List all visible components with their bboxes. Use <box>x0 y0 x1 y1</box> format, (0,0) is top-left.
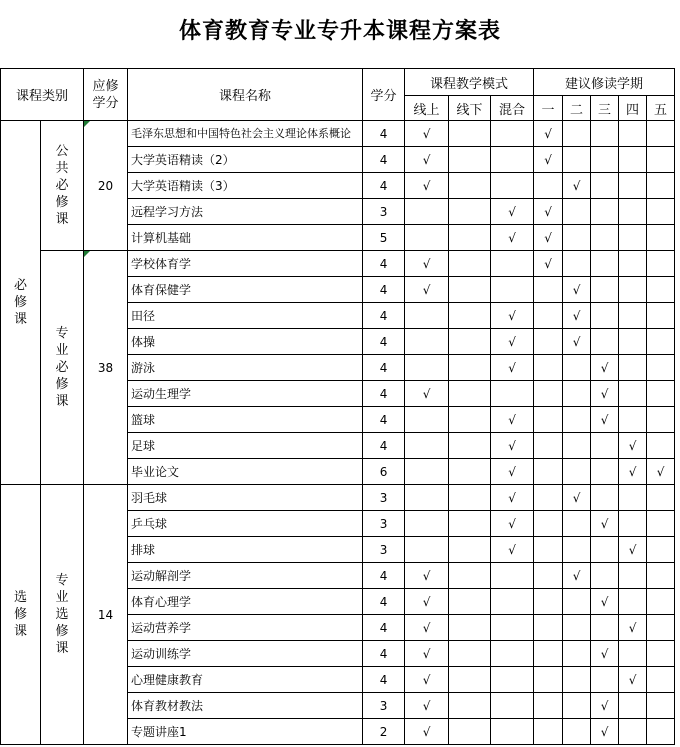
course-plan-table <box>0 68 675 745</box>
term-cell <box>647 433 675 459</box>
term-cell <box>534 563 563 589</box>
course-credits: 5 <box>363 225 405 251</box>
term-cell <box>563 641 591 667</box>
term-cell <box>619 121 647 147</box>
course-credits: 4 <box>363 563 405 589</box>
course-name: 毛泽东思想和中国特色社会主义理论体系概论 <box>128 121 363 147</box>
term-check-mark: √ <box>591 719 619 745</box>
mode-check-mark: √ <box>405 251 449 277</box>
term-check-mark: √ <box>563 173 591 199</box>
term-check-mark: √ <box>534 147 563 173</box>
course-credits: 4 <box>363 407 405 433</box>
term-cell <box>647 173 675 199</box>
course-name: 乒乓球 <box>128 511 363 537</box>
mode-cell <box>449 225 491 251</box>
course-name: 运动营养学 <box>128 615 363 641</box>
header-required-credits: 应修学分 <box>84 69 128 121</box>
mode-cell <box>449 199 491 225</box>
term-cell <box>619 589 647 615</box>
term-cell <box>534 719 563 745</box>
major-elective-credits: 14 <box>84 485 128 745</box>
term-check-mark: √ <box>591 381 619 407</box>
mode-check-mark: √ <box>491 407 534 433</box>
term-cell <box>619 407 647 433</box>
course-name: 排球 <box>128 537 363 563</box>
course-name: 羽毛球 <box>128 485 363 511</box>
mode-check-mark: √ <box>405 563 449 589</box>
course-name: 大学英语精读（2） <box>128 147 363 173</box>
term-cell <box>619 719 647 745</box>
term-cell <box>647 225 675 251</box>
term-check-mark: √ <box>534 199 563 225</box>
term-check-mark: √ <box>591 511 619 537</box>
header-mode-offline: 线下 <box>449 96 491 121</box>
header-term-1: 一 <box>534 96 563 121</box>
course-credits: 3 <box>363 693 405 719</box>
header-mode-online: 线上 <box>405 96 449 121</box>
term-cell <box>647 355 675 381</box>
header-course-name: 课程名称 <box>128 69 363 121</box>
course-credits: 4 <box>363 381 405 407</box>
term-cell <box>534 589 563 615</box>
mode-cell <box>449 485 491 511</box>
table-row <box>1 251 675 277</box>
term-check-mark: √ <box>591 589 619 615</box>
header-mode-group: 课程教学模式 <box>405 69 534 96</box>
mode-cell <box>491 615 534 641</box>
term-cell <box>619 277 647 303</box>
category-required: 必修课 <box>1 121 41 485</box>
mode-check-mark: √ <box>491 511 534 537</box>
mode-cell <box>405 459 449 485</box>
term-cell <box>647 511 675 537</box>
term-cell <box>591 563 619 589</box>
term-cell <box>534 329 563 355</box>
mode-cell <box>449 173 491 199</box>
term-cell <box>563 459 591 485</box>
term-cell <box>534 511 563 537</box>
mode-cell <box>449 537 491 563</box>
mode-cell <box>449 589 491 615</box>
mode-cell <box>449 563 491 589</box>
course-credits: 6 <box>363 459 405 485</box>
mode-cell <box>491 277 534 303</box>
mode-cell <box>449 719 491 745</box>
term-cell <box>591 615 619 641</box>
term-cell <box>619 485 647 511</box>
term-cell <box>619 563 647 589</box>
course-credits: 4 <box>363 121 405 147</box>
term-cell <box>619 251 647 277</box>
header-credits: 学分 <box>363 69 405 121</box>
course-credits: 4 <box>363 329 405 355</box>
mode-cell <box>491 147 534 173</box>
course-credits: 4 <box>363 355 405 381</box>
term-cell <box>563 225 591 251</box>
course-credits: 4 <box>363 147 405 173</box>
course-name: 运动生理学 <box>128 381 363 407</box>
course-name: 大学英语精读（3） <box>128 173 363 199</box>
major-required-credits: 38 <box>84 251 128 485</box>
mode-check-mark: √ <box>405 147 449 173</box>
term-cell <box>534 693 563 719</box>
term-cell <box>563 537 591 563</box>
mode-cell <box>491 641 534 667</box>
mode-cell <box>449 147 491 173</box>
term-cell <box>619 147 647 173</box>
mode-check-mark: √ <box>491 537 534 563</box>
term-cell <box>563 121 591 147</box>
term-check-mark: √ <box>619 537 647 563</box>
term-cell <box>647 381 675 407</box>
term-cell <box>619 511 647 537</box>
mode-check-mark: √ <box>405 381 449 407</box>
mode-check-mark: √ <box>491 303 534 329</box>
mode-cell <box>449 407 491 433</box>
mode-cell <box>449 641 491 667</box>
course-name: 远程学习方法 <box>128 199 363 225</box>
term-cell <box>534 355 563 381</box>
mode-cell <box>491 693 534 719</box>
course-credits: 3 <box>363 199 405 225</box>
mode-cell <box>449 433 491 459</box>
mode-cell <box>405 329 449 355</box>
term-cell <box>619 329 647 355</box>
term-check-mark: √ <box>563 329 591 355</box>
mode-cell <box>491 667 534 693</box>
term-check-mark: √ <box>591 355 619 381</box>
header-term-2: 二 <box>563 96 591 121</box>
term-cell <box>563 147 591 173</box>
mode-check-mark: √ <box>491 329 534 355</box>
course-credits: 4 <box>363 615 405 641</box>
course-name: 篮球 <box>128 407 363 433</box>
page-title: 体育教育专业专升本课程方案表 <box>178 18 501 44</box>
term-cell <box>591 277 619 303</box>
mode-cell <box>405 407 449 433</box>
term-cell <box>591 667 619 693</box>
course-credits: 4 <box>363 667 405 693</box>
subcategory-public-required: 公共必修课 <box>41 121 84 251</box>
mode-cell <box>491 719 534 745</box>
course-name: 专题讲座1 <box>128 719 363 745</box>
course-credits: 3 <box>363 485 405 511</box>
mode-cell <box>405 433 449 459</box>
term-check-mark: √ <box>563 277 591 303</box>
term-cell <box>534 485 563 511</box>
course-name: 心理健康教育 <box>128 667 363 693</box>
term-cell <box>647 277 675 303</box>
term-cell <box>534 641 563 667</box>
course-credits: 4 <box>363 433 405 459</box>
course-name: 体育教材教法 <box>128 693 363 719</box>
term-cell <box>647 641 675 667</box>
term-cell <box>534 667 563 693</box>
mode-cell <box>405 303 449 329</box>
mode-cell <box>405 199 449 225</box>
term-cell <box>563 511 591 537</box>
mode-check-mark: √ <box>491 355 534 381</box>
header-term-3: 三 <box>591 96 619 121</box>
term-check-mark: √ <box>619 667 647 693</box>
term-cell <box>563 355 591 381</box>
header-mode-hybrid: 混合 <box>491 96 534 121</box>
course-credits: 4 <box>363 277 405 303</box>
mode-cell <box>405 485 449 511</box>
term-cell <box>647 407 675 433</box>
term-cell <box>591 537 619 563</box>
term-cell <box>563 615 591 641</box>
term-cell <box>619 381 647 407</box>
mode-cell <box>449 251 491 277</box>
term-check-mark: √ <box>619 459 647 485</box>
term-cell <box>647 303 675 329</box>
term-cell <box>534 381 563 407</box>
course-name: 运动训练学 <box>128 641 363 667</box>
term-cell <box>534 407 563 433</box>
mode-cell <box>449 615 491 641</box>
term-cell <box>647 485 675 511</box>
mode-cell <box>405 355 449 381</box>
mode-check-mark: √ <box>491 433 534 459</box>
term-cell <box>647 667 675 693</box>
term-cell <box>591 121 619 147</box>
term-cell <box>591 251 619 277</box>
term-check-mark: √ <box>591 641 619 667</box>
course-name: 计算机基础 <box>128 225 363 251</box>
term-cell <box>591 459 619 485</box>
category-elective: 选修课 <box>1 485 41 745</box>
mode-cell <box>449 329 491 355</box>
mode-cell <box>491 251 534 277</box>
term-cell <box>619 199 647 225</box>
course-name: 田径 <box>128 303 363 329</box>
mode-check-mark: √ <box>491 225 534 251</box>
term-cell <box>563 667 591 693</box>
course-credits: 4 <box>363 303 405 329</box>
table-row <box>1 485 675 511</box>
term-check-mark: √ <box>591 693 619 719</box>
mode-cell <box>405 537 449 563</box>
term-cell <box>647 329 675 355</box>
term-cell <box>534 173 563 199</box>
term-cell <box>647 615 675 641</box>
mode-cell <box>491 381 534 407</box>
term-cell <box>647 147 675 173</box>
term-cell <box>563 199 591 225</box>
header-term-4: 四 <box>619 96 647 121</box>
table-row <box>1 121 675 147</box>
mode-cell <box>449 277 491 303</box>
mode-cell <box>491 563 534 589</box>
mode-check-mark: √ <box>405 615 449 641</box>
mode-cell <box>491 589 534 615</box>
mode-check-mark: √ <box>491 199 534 225</box>
mode-check-mark: √ <box>491 459 534 485</box>
term-cell <box>563 719 591 745</box>
mode-cell <box>449 693 491 719</box>
term-cell <box>534 537 563 563</box>
term-check-mark: √ <box>647 459 675 485</box>
course-name: 体育保健学 <box>128 277 363 303</box>
mode-check-mark: √ <box>405 667 449 693</box>
header-term-group: 建议修读学期 <box>534 69 675 96</box>
term-check-mark: √ <box>534 121 563 147</box>
term-cell <box>534 303 563 329</box>
course-credits: 4 <box>363 173 405 199</box>
term-cell <box>591 485 619 511</box>
term-cell <box>591 199 619 225</box>
mode-cell <box>449 355 491 381</box>
public-required-credits: 20 <box>84 121 128 251</box>
term-cell <box>563 589 591 615</box>
mode-check-mark: √ <box>405 173 449 199</box>
term-cell <box>647 251 675 277</box>
course-name: 学校体育学 <box>128 251 363 277</box>
mode-check-mark: √ <box>405 719 449 745</box>
term-cell <box>619 173 647 199</box>
mode-check-mark: √ <box>405 693 449 719</box>
term-cell <box>563 693 591 719</box>
term-cell <box>619 303 647 329</box>
course-name: 体育心理学 <box>128 589 363 615</box>
mode-cell <box>491 121 534 147</box>
mode-check-mark: √ <box>491 485 534 511</box>
term-cell <box>647 563 675 589</box>
course-credits: 3 <box>363 537 405 563</box>
mode-check-mark: √ <box>405 121 449 147</box>
term-cell <box>563 407 591 433</box>
term-cell <box>591 147 619 173</box>
mode-cell <box>449 459 491 485</box>
course-name: 游泳 <box>128 355 363 381</box>
course-name: 毕业论文 <box>128 459 363 485</box>
term-check-mark: √ <box>563 563 591 589</box>
mode-cell <box>449 667 491 693</box>
term-check-mark: √ <box>534 225 563 251</box>
term-cell <box>563 381 591 407</box>
course-credits: 4 <box>363 589 405 615</box>
term-cell <box>534 615 563 641</box>
term-cell <box>619 355 647 381</box>
mode-cell <box>405 511 449 537</box>
term-cell <box>619 641 647 667</box>
term-check-mark: √ <box>534 251 563 277</box>
term-cell <box>647 199 675 225</box>
term-cell <box>563 433 591 459</box>
term-check-mark: √ <box>619 615 647 641</box>
header-category: 课程类别 <box>1 69 84 121</box>
term-cell <box>591 329 619 355</box>
term-cell <box>591 303 619 329</box>
term-cell <box>647 719 675 745</box>
term-cell <box>591 225 619 251</box>
term-cell <box>619 693 647 719</box>
header-term-5: 五 <box>647 96 675 121</box>
course-credits: 3 <box>363 511 405 537</box>
term-cell <box>647 693 675 719</box>
term-check-mark: √ <box>563 485 591 511</box>
term-cell <box>591 433 619 459</box>
subcategory-major-elective: 专业选修课 <box>41 485 84 745</box>
course-name: 足球 <box>128 433 363 459</box>
mode-cell <box>449 121 491 147</box>
mode-cell <box>405 225 449 251</box>
course-credits: 2 <box>363 719 405 745</box>
mode-check-mark: √ <box>405 589 449 615</box>
term-cell <box>591 173 619 199</box>
course-name: 体操 <box>128 329 363 355</box>
term-check-mark: √ <box>619 433 647 459</box>
mode-cell <box>449 303 491 329</box>
term-cell <box>534 277 563 303</box>
course-credits: 4 <box>363 641 405 667</box>
term-cell <box>534 459 563 485</box>
mode-cell <box>449 511 491 537</box>
term-cell <box>647 121 675 147</box>
term-cell <box>619 225 647 251</box>
term-cell <box>563 251 591 277</box>
term-check-mark: √ <box>563 303 591 329</box>
subcategory-major-required: 专业必修课 <box>41 251 84 485</box>
mode-cell <box>449 381 491 407</box>
term-cell <box>647 589 675 615</box>
term-check-mark: √ <box>591 407 619 433</box>
term-cell <box>534 433 563 459</box>
course-credits: 4 <box>363 251 405 277</box>
course-name: 运动解剖学 <box>128 563 363 589</box>
mode-check-mark: √ <box>405 641 449 667</box>
term-cell <box>647 537 675 563</box>
mode-check-mark: √ <box>405 277 449 303</box>
mode-cell <box>491 173 534 199</box>
